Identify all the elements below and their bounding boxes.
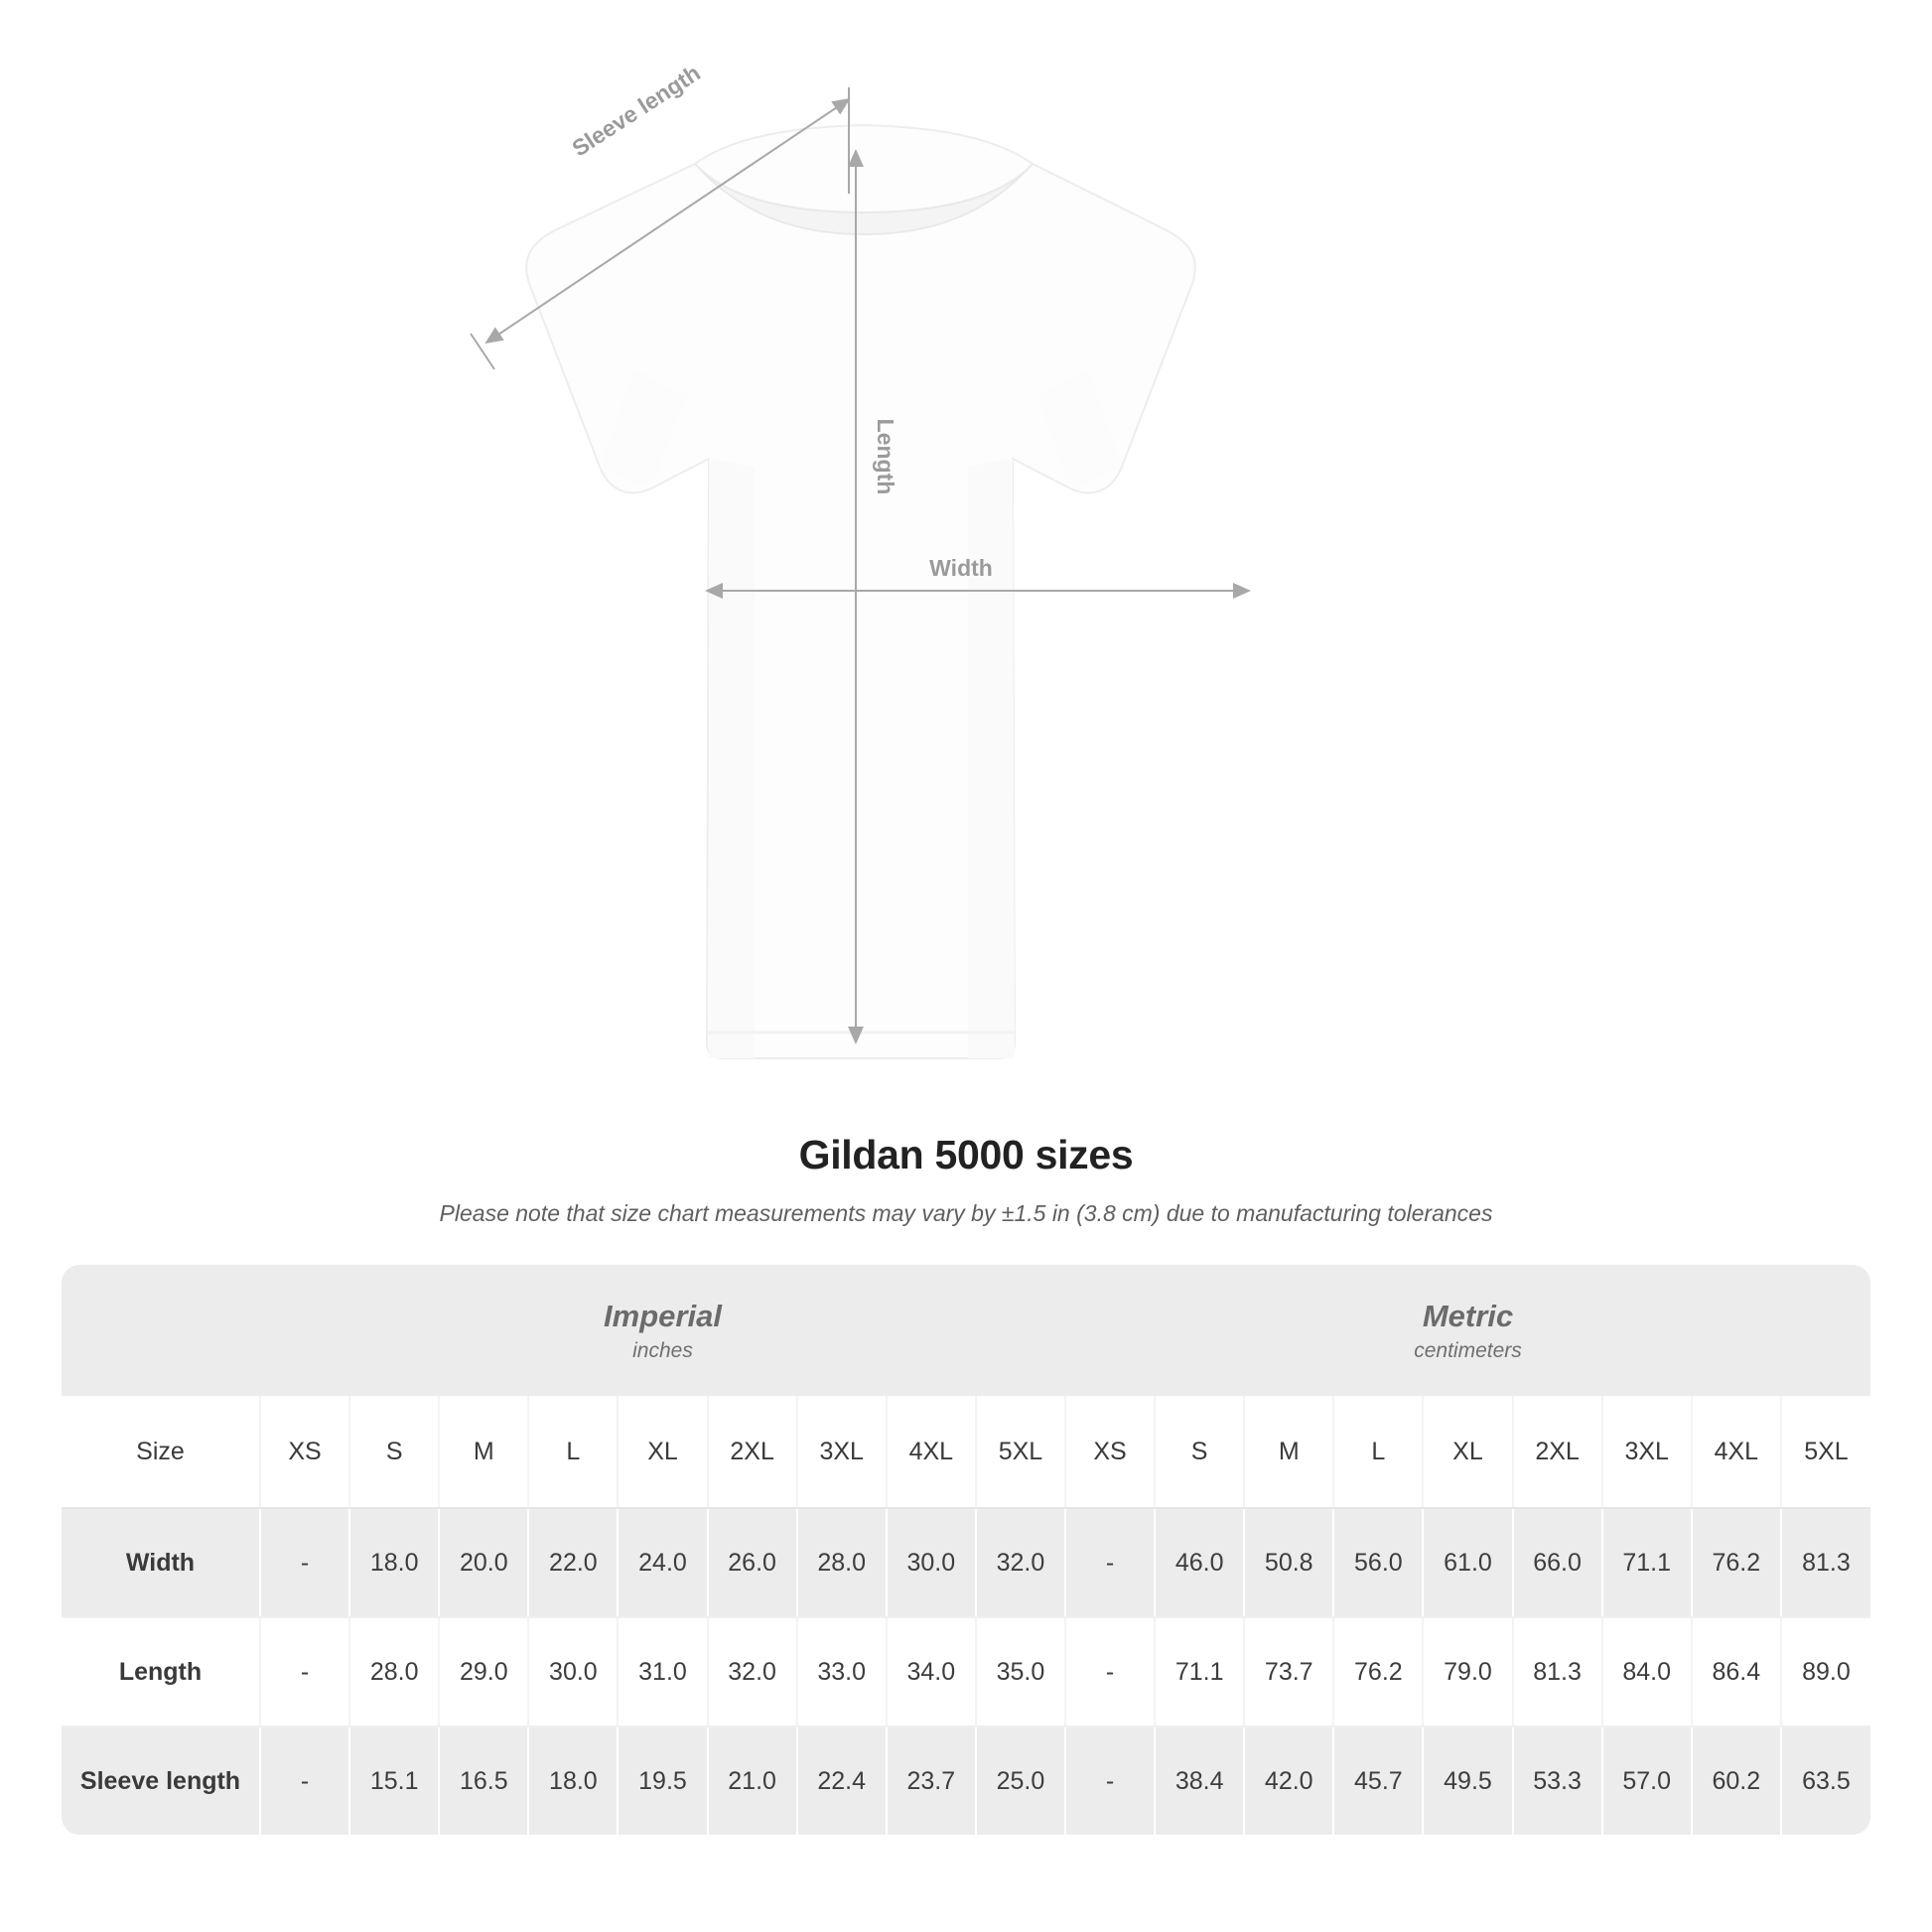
header-col-s-metric: S: [1155, 1396, 1244, 1508]
sleeve-length-label: Sleeve length: [567, 60, 705, 162]
cell-sleeve-m-imperial: 16.5: [439, 1726, 528, 1835]
cell-length-2xl-imperial: 32.0: [708, 1617, 797, 1726]
tolerance-note: Please note that size chart measurements may vary by ±1.5 in (3.8 cm) due to manufacturing tolerances: [439, 1200, 1493, 1226]
table-corner-cell: [62, 1265, 260, 1396]
unit-sub-imperial: inches: [632, 1339, 693, 1363]
cell-length-s-imperial: 28.0: [349, 1617, 439, 1726]
cell-sleeve-l-metric: 45.7: [1333, 1726, 1423, 1835]
unit-group-metric: [1065, 1265, 1870, 1396]
cell-length-l-metric: 76.2: [1333, 1617, 1423, 1726]
cell-width-5xl-imperial: 32.0: [976, 1508, 1065, 1617]
header-col-2xl-metric: 2XL: [1513, 1396, 1602, 1508]
cell-sleeve-xs-imperial: -: [260, 1726, 349, 1835]
cell-sleeve-2xl-metric: 53.3: [1513, 1726, 1602, 1835]
table-row: [62, 1726, 1870, 1835]
row-label-width: Width: [62, 1508, 260, 1617]
unit-header-row: [62, 1265, 1870, 1396]
header-col-5xl-imperial: 5XL: [976, 1396, 1065, 1508]
header-col-m-imperial: M: [439, 1396, 528, 1508]
unit-name-imperial: Imperial: [604, 1298, 722, 1333]
cell-length-m-imperial: 29.0: [439, 1617, 528, 1726]
table-row: [62, 1617, 1870, 1726]
cell-width-4xl-imperial: 30.0: [887, 1508, 976, 1617]
cell-width-5xl-metric: 81.3: [1781, 1508, 1870, 1617]
header-col-xs-imperial: XS: [260, 1396, 349, 1508]
header-col-xs-metric: XS: [1065, 1396, 1155, 1508]
page-title: Gildan 5000 sizes: [798, 1132, 1134, 1177]
header-size-label: Size: [62, 1396, 260, 1508]
cell-width-xl-imperial: 24.0: [618, 1508, 707, 1617]
cell-sleeve-s-metric: 38.4: [1155, 1726, 1244, 1835]
header-col-l-metric: L: [1333, 1396, 1423, 1508]
cell-length-l-imperial: 30.0: [528, 1617, 618, 1726]
cell-length-xs-imperial: -: [260, 1617, 349, 1726]
cell-sleeve-4xl-metric: 60.2: [1692, 1726, 1781, 1835]
cell-sleeve-2xl-imperial: 21.0: [708, 1726, 797, 1835]
cell-length-m-metric: 73.7: [1244, 1617, 1333, 1726]
width-label: Width: [929, 555, 993, 581]
cell-sleeve-xs-metric: -: [1065, 1726, 1155, 1835]
cell-length-xl-imperial: 31.0: [618, 1617, 707, 1726]
cell-length-s-metric: 71.1: [1155, 1617, 1244, 1726]
cell-sleeve-l-imperial: 18.0: [528, 1726, 618, 1835]
cell-length-xl-metric: 79.0: [1423, 1617, 1512, 1726]
cell-width-xl-metric: 61.0: [1423, 1508, 1512, 1617]
cell-length-3xl-metric: 84.0: [1602, 1617, 1692, 1726]
cell-width-2xl-imperial: 26.0: [708, 1508, 797, 1617]
cell-sleeve-5xl-metric: 63.5: [1781, 1726, 1870, 1835]
header-col-m-metric: M: [1244, 1396, 1333, 1508]
cell-sleeve-m-metric: 42.0: [1244, 1726, 1333, 1835]
unit-name-metric: Metric: [1422, 1298, 1514, 1333]
cell-width-l-imperial: 22.0: [528, 1508, 618, 1617]
cell-width-s-imperial: 18.0: [349, 1508, 439, 1617]
cell-sleeve-4xl-imperial: 23.7: [887, 1726, 976, 1835]
cell-width-4xl-metric: 76.2: [1692, 1508, 1781, 1617]
header-col-xl-metric: XL: [1423, 1396, 1512, 1508]
size-table-wrapper: [62, 1265, 1870, 1835]
header-col-xl-imperial: XL: [618, 1396, 707, 1508]
cell-width-s-metric: 46.0: [1155, 1508, 1244, 1617]
header-col-4xl-imperial: 4XL: [887, 1396, 976, 1508]
row-label-length: Length: [62, 1617, 260, 1726]
size-header-row: [62, 1396, 1870, 1508]
header-col-5xl-metric: 5XL: [1781, 1396, 1870, 1508]
cell-width-m-imperial: 20.0: [439, 1508, 528, 1617]
cell-sleeve-3xl-metric: 57.0: [1602, 1726, 1692, 1835]
cell-sleeve-s-imperial: 15.1: [349, 1726, 439, 1835]
cell-width-xs-imperial: -: [260, 1508, 349, 1617]
cell-sleeve-5xl-imperial: 25.0: [976, 1726, 1065, 1835]
cell-sleeve-3xl-imperial: 22.4: [797, 1726, 887, 1835]
cell-length-4xl-imperial: 34.0: [887, 1617, 976, 1726]
row-label-sleeve-length: Sleeve length: [62, 1726, 260, 1835]
header-col-2xl-imperial: 2XL: [708, 1396, 797, 1508]
cell-sleeve-xl-metric: 49.5: [1423, 1726, 1512, 1835]
header-col-3xl-metric: 3XL: [1602, 1396, 1692, 1508]
cell-width-l-metric: 56.0: [1333, 1508, 1423, 1617]
cell-width-3xl-metric: 71.1: [1602, 1508, 1692, 1617]
header-col-3xl-imperial: 3XL: [797, 1396, 887, 1508]
cell-length-2xl-metric: 81.3: [1513, 1617, 1602, 1726]
cell-width-xs-metric: -: [1065, 1508, 1155, 1617]
length-label: Length: [873, 418, 898, 495]
cell-width-2xl-metric: 66.0: [1513, 1508, 1602, 1617]
cell-length-xs-metric: -: [1065, 1617, 1155, 1726]
table-row: [62, 1508, 1870, 1617]
header-col-s-imperial: S: [349, 1396, 439, 1508]
cell-length-3xl-imperial: 33.0: [797, 1617, 887, 1726]
header-col-4xl-metric: 4XL: [1692, 1396, 1781, 1508]
unit-group-imperial: [260, 1265, 1065, 1396]
size-table: [62, 1265, 1870, 1835]
chart-heading-block: [0, 1132, 1932, 1227]
cell-length-4xl-metric: 86.4: [1692, 1617, 1781, 1726]
header-col-l-imperial: L: [528, 1396, 618, 1508]
cell-length-5xl-metric: 89.0: [1781, 1617, 1870, 1726]
cell-sleeve-xl-imperial: 19.5: [618, 1726, 707, 1835]
cell-width-m-metric: 50.8: [1244, 1508, 1333, 1617]
unit-sub-metric: centimeters: [1414, 1339, 1522, 1363]
cell-width-3xl-imperial: 28.0: [797, 1508, 887, 1617]
cell-length-5xl-imperial: 35.0: [976, 1617, 1065, 1726]
